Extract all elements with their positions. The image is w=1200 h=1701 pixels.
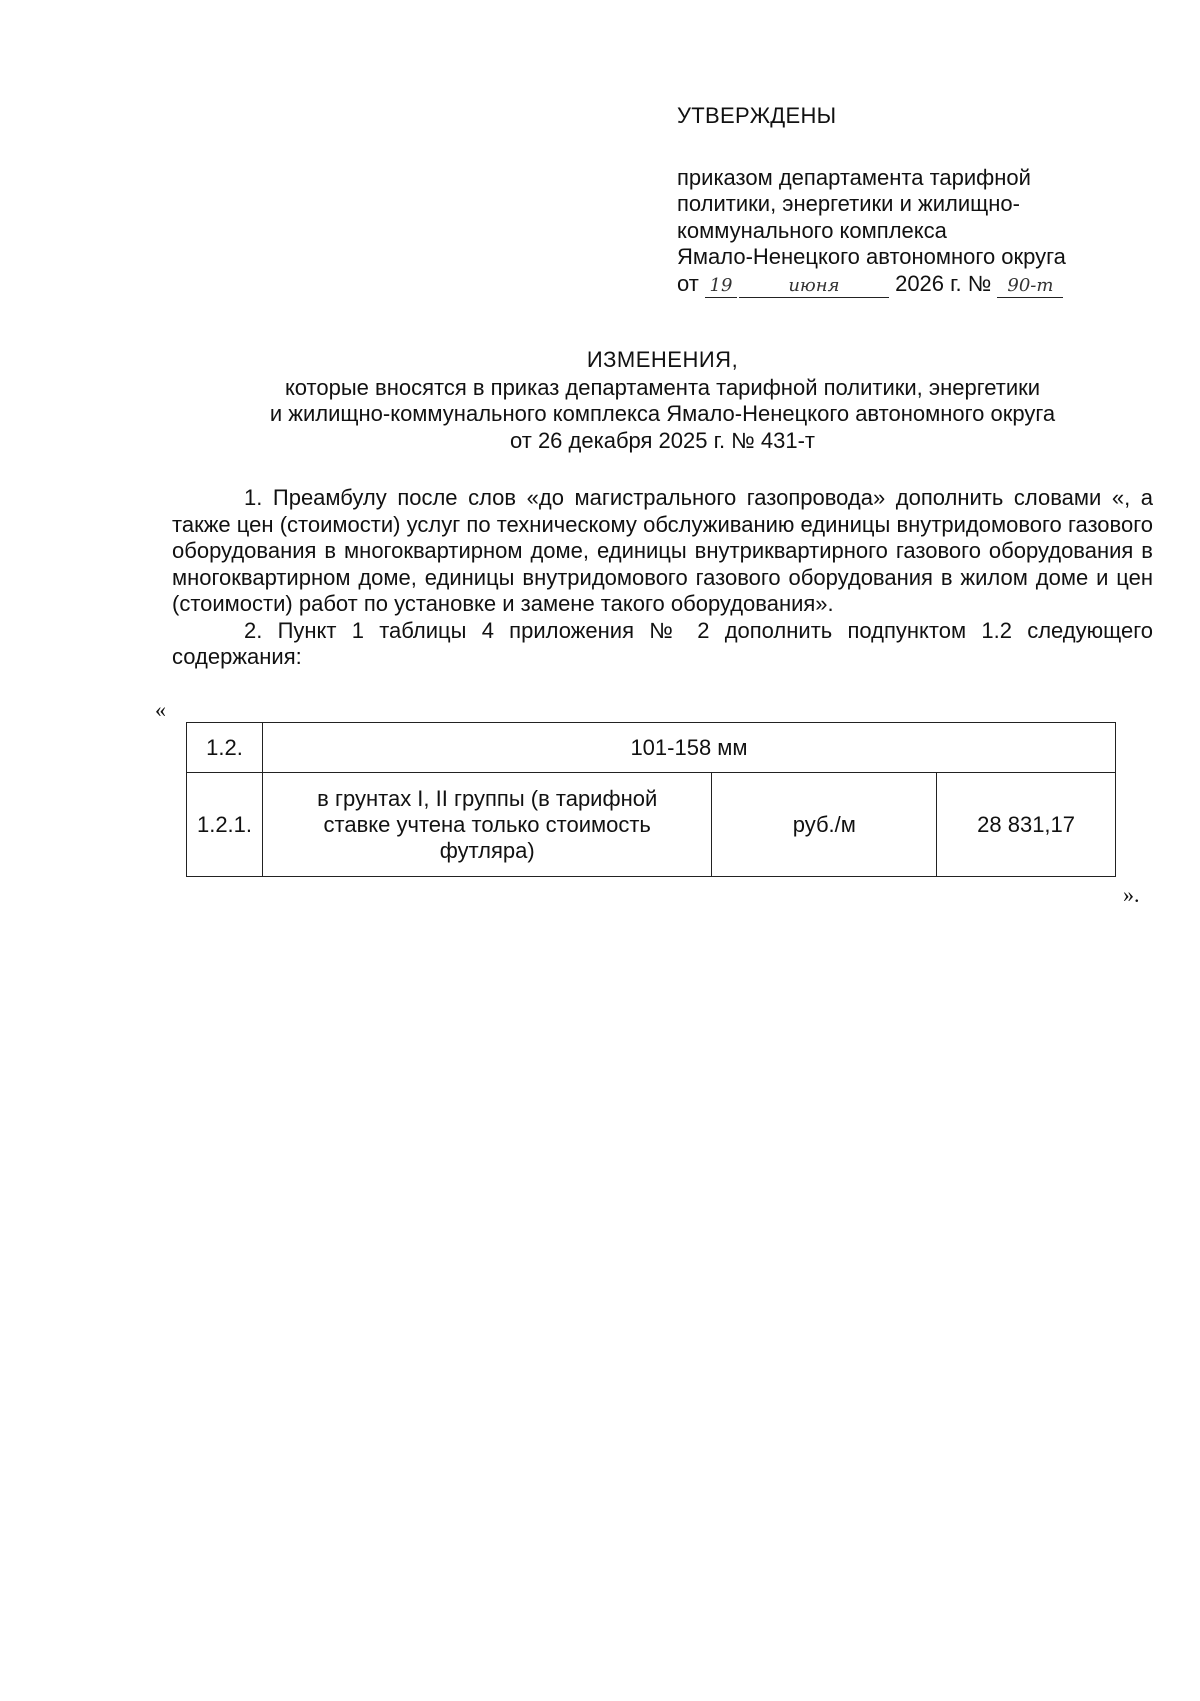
paragraph-2: 2. Пункт 1 таблицы 4 приложения № 2 дополнить подпунктом 1.2 следующего содержания: bbox=[172, 617, 1153, 669]
table-row bbox=[187, 773, 1116, 877]
document-title: ИЗМЕНЕНИЯ, bbox=[586, 347, 739, 372]
paragraph-1: 1. Преамбулу после слов «до магистрального газопровода» дополнить словами «, а также цен (стоимости) услуг по техническому обслуживанию единицы внутридомового газового оборудования в многоквартирном доме, единицы внутриквартирного газового оборудования в многоквартирном доме, единицы внутридомового газового оборудования в жилом доме и цен (стоимости) работ по установке и замене такого оборудования». bbox=[172, 485, 1153, 616]
value-cell: 28 831,17 bbox=[937, 773, 1116, 877]
title-line: которые вносятся в приказ департамента тарифной политики, энергетики bbox=[284, 374, 1041, 400]
opening-quote-mark: « bbox=[155, 697, 166, 722]
closing-quote-mark: ». bbox=[1123, 882, 1140, 907]
date-prefix: от bbox=[677, 270, 699, 296]
handwritten-day: 19 bbox=[705, 275, 737, 298]
title-line: от 26 декабря 2025 г. № 431-т bbox=[510, 427, 815, 453]
unit-cell: руб./м bbox=[712, 773, 937, 877]
year-text: 2026 г. № bbox=[895, 270, 992, 296]
handwritten-order-number: 90-т bbox=[997, 275, 1063, 298]
approval-block bbox=[677, 103, 1147, 298]
approval-line: коммунального комплекса bbox=[677, 217, 947, 243]
handwritten-month: июня bbox=[739, 275, 889, 298]
row-number-cell: 1.2.1. bbox=[187, 773, 263, 877]
row-number-cell: 1.2. bbox=[187, 723, 263, 773]
approval-line: политики, энергетики и жилищно- bbox=[677, 191, 1020, 216]
approval-line: приказом департамента тарифной bbox=[677, 164, 1031, 190]
row-heading-cell: 101-158 мм bbox=[262, 723, 1115, 773]
approval-line: Ямало-Ненецкого автономного округа bbox=[677, 244, 1066, 269]
approval-date-line bbox=[677, 271, 1147, 298]
document-body bbox=[172, 485, 1153, 671]
title-line: и жилищно-коммунального комплекса Ямало-Ненецкого автономного округа bbox=[269, 401, 1056, 426]
document-title-block bbox=[170, 347, 1155, 454]
table-row bbox=[187, 723, 1116, 773]
amendment-table bbox=[186, 722, 1116, 877]
approval-heading: УТВЕРЖДЕНЫ bbox=[677, 103, 837, 128]
description-cell: в грунтах I, II группы (в тарифной ставке учтена только стоимость футляра) bbox=[262, 773, 711, 877]
